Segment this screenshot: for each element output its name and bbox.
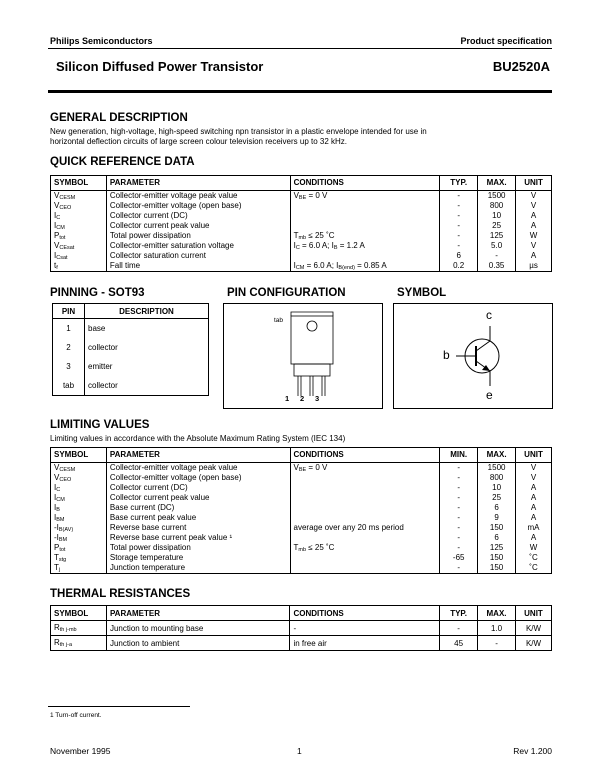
cell-param: Total power dissipation	[109, 231, 191, 240]
cell-sym: $V_{CESM}$	[54, 191, 76, 201]
qrd-typ	[440, 191, 478, 272]
cell-min: -	[457, 493, 461, 502]
general-description-heading: GENERAL DESCRIPTION	[50, 112, 188, 124]
pinning-table	[52, 303, 209, 396]
cell-typ: 6	[456, 251, 461, 260]
cell-min: -	[457, 473, 461, 482]
cell-max: 25	[492, 493, 502, 502]
cell-param: Collector-emitter voltage (open base)	[109, 201, 242, 210]
cell-max: 125	[489, 543, 504, 552]
thermal-row: $R_{th j-a}$ Junction to ambient in free air 45 - K/W	[51, 636, 552, 651]
col-parameter: PARAMETER	[106, 448, 290, 463]
cell-unit: V	[530, 473, 537, 482]
limiting-values-table	[50, 447, 552, 574]
pin-col-header: PIN	[53, 304, 85, 319]
cell-max: 6	[494, 503, 499, 512]
cell-typ: -	[457, 241, 461, 250]
col-conditions: CONDITIONS	[290, 448, 440, 463]
cell-unit: A	[530, 533, 537, 542]
cell-param: Junction temperature	[109, 563, 186, 572]
cell-sym: $T_{stg}$	[54, 553, 67, 563]
document-type: Product specification	[460, 36, 552, 46]
cell-typ: -	[457, 211, 461, 220]
footer-date: November 1995	[50, 746, 111, 756]
pin-row: 3 emitter	[53, 357, 209, 376]
col-unit: UNIT	[516, 448, 552, 463]
document-title: Silicon Diffused Power Transistor	[56, 59, 264, 74]
cell-param: Collector-emitter voltage (open base)	[109, 473, 242, 482]
col-symbol: SYMBOL	[51, 176, 107, 191]
col-unit: UNIT	[516, 176, 552, 191]
pin-row: 1 base	[53, 319, 209, 339]
limiting-values-heading: LIMITING VALUES	[50, 419, 150, 431]
cell-sym: $-I_{BM}$	[54, 533, 68, 543]
cell-unit: A	[530, 513, 537, 522]
cell-sym: $V_{CEsat}$	[54, 241, 75, 251]
cell-unit: A	[530, 221, 537, 230]
symbol-box	[393, 303, 553, 409]
pinning-heading: PINNING - SOT93	[50, 287, 145, 299]
col-typ: TYP.	[440, 176, 478, 191]
cell-cond	[294, 211, 437, 221]
cell-cond	[294, 503, 437, 513]
col-parameter: PARAMETER	[106, 606, 290, 621]
cell-param: Collector current (DC)	[109, 483, 188, 492]
cell-param: Fall time	[109, 261, 141, 270]
cell-unit: µs	[529, 261, 538, 270]
cell-cond	[294, 473, 437, 483]
header-rule	[48, 48, 552, 49]
qrd-max	[478, 191, 516, 272]
col-max: MAX.	[478, 176, 516, 191]
limiting-min	[440, 463, 478, 574]
pin-configuration-box	[223, 303, 383, 409]
pin-number-3: 3	[315, 394, 320, 403]
cell-cond	[294, 483, 437, 493]
limiting-unit	[516, 463, 552, 574]
limiting-values-subtitle: Limiting values in accordance with the Absolute Maximum Rating System (IEC 134)	[50, 434, 346, 443]
cell-unit: A	[530, 211, 537, 220]
cell-sym: $t_f$	[54, 261, 58, 271]
cell-typ: -	[457, 231, 461, 240]
cell-max: 1500	[487, 463, 506, 472]
limiting-parameters	[106, 463, 290, 574]
cell-param: Collector-emitter voltage peak value	[109, 191, 238, 200]
cell-max: 150	[489, 563, 504, 572]
base-label: b	[443, 348, 450, 362]
cell-param: Base current peak value	[109, 513, 197, 522]
cell-cond	[294, 553, 437, 563]
description-col-header: DESCRIPTION	[85, 304, 209, 319]
cell-max: 25	[492, 221, 502, 230]
thermal-resistances-heading: THERMAL RESISTANCES	[50, 588, 191, 600]
quick-reference-heading: QUICK REFERENCE DATA	[50, 156, 195, 168]
qrd-parameters	[106, 191, 290, 272]
cell-min: -	[457, 543, 461, 552]
cell-cond	[294, 493, 437, 503]
cell-cond	[294, 251, 437, 261]
pin-row: tab collector	[53, 376, 209, 396]
cell-max: 150	[489, 523, 504, 532]
cell-max: 150	[489, 553, 504, 562]
col-unit: UNIT	[516, 606, 552, 621]
cell-typ: -	[457, 201, 461, 210]
cell-unit: A	[530, 503, 537, 512]
cell-sym: $P_{tot}$	[54, 543, 66, 553]
company-name: Philips Semiconductors	[50, 36, 153, 46]
cell-unit: ˚C	[529, 563, 538, 572]
pin-number-1: 1	[285, 394, 290, 403]
cell-param: Storage temperature	[109, 553, 184, 562]
cell-cond: $T_{mb} \le 25$ ˚C	[293, 231, 335, 241]
cell-unit: V	[530, 191, 537, 200]
cell-cond	[294, 221, 437, 231]
part-number: BU2520A	[492, 59, 550, 74]
tab-label: tab	[274, 317, 284, 324]
sot93-package-drawing	[224, 304, 382, 408]
cell-min: -	[457, 563, 461, 572]
cell-min: -	[457, 513, 461, 522]
footnote: 1 Turn-off current.	[50, 712, 102, 719]
cell-param: Total power dissipation	[109, 543, 191, 552]
cell-sym: $I_{CM}$	[54, 493, 65, 503]
cell-max: 9	[494, 513, 499, 522]
cell-sym: $P_{tot}$	[54, 231, 66, 241]
cell-cond: $V_{BE} = 0$ V	[293, 463, 328, 473]
col-max: MAX.	[478, 448, 516, 463]
cell-max: 0.35	[488, 261, 505, 270]
cell-max: 10	[492, 483, 502, 492]
thermal-resistances-table	[50, 605, 552, 651]
npn-transistor-symbol	[394, 304, 552, 408]
col-max: MAX.	[478, 606, 516, 621]
cell-cond	[294, 513, 437, 523]
qrd-symbols	[51, 191, 107, 272]
cell-min: -	[457, 503, 461, 512]
cell-sym: $V_{CEO}$	[54, 473, 72, 483]
cell-max: 6	[494, 533, 499, 542]
cell-param: Collector current peak value	[109, 221, 210, 230]
cell-min: -	[457, 483, 461, 492]
quick-reference-table	[50, 175, 552, 272]
cell-sym: $I_C$	[54, 211, 61, 221]
cell-unit: A	[530, 251, 537, 260]
cell-cond	[294, 563, 437, 573]
cell-cond: $I_{CM} = 6.0$ A; $I_{B(end)} = 0.85$ A	[293, 261, 387, 271]
cell-sym: $I_{CM}$	[54, 221, 65, 231]
col-symbol: SYMBOL	[51, 606, 107, 621]
cell-sym: $T_j$	[54, 563, 61, 573]
col-min: MIN.	[440, 448, 478, 463]
cell-param: Collector-emitter saturation voltage	[109, 241, 234, 250]
cell-sym: $I_{Csat}$	[54, 251, 68, 261]
cell-sym: $I_C$	[54, 483, 61, 493]
cell-max: 800	[489, 201, 504, 210]
cell-param: Collector-emitter voltage peak value	[109, 463, 238, 472]
cell-typ: -	[457, 191, 461, 200]
cell-cond: average over any 20 ms period	[293, 523, 404, 532]
cell-max: 5.0	[491, 241, 503, 250]
collector-label: c	[486, 308, 492, 322]
cell-param: Base current (DC)	[109, 503, 175, 512]
cell-typ: -	[457, 221, 461, 230]
cell-sym: $I_{BM}$	[54, 513, 65, 523]
col-conditions: CONDITIONS	[290, 176, 440, 191]
cell-unit: V	[530, 241, 537, 250]
cell-sym: $V_{CEO}$	[54, 201, 72, 211]
cell-min: -	[457, 523, 461, 532]
cell-unit: A	[530, 483, 537, 492]
symbol-heading: SYMBOL	[397, 287, 447, 299]
cell-unit: mA	[527, 523, 540, 532]
cell-unit: A	[530, 493, 537, 502]
general-description-text: New generation, high-voltage, high-speed switching npn transistor in a plastic envelope intended for use in horizontal deflection circuits of large screen colour television receivers up to 32 kHz.	[50, 127, 427, 146]
footer-revision: Rev 1.200	[513, 746, 552, 756]
cell-sym: $V_{CESM}$	[54, 463, 76, 473]
pin-row: 2 collector	[53, 338, 209, 357]
col-parameter: PARAMETER	[106, 176, 290, 191]
cell-cond	[294, 533, 437, 543]
cell-max: 125	[489, 231, 504, 240]
cell-unit: V	[530, 201, 537, 210]
cell-param: Collector current peak value	[109, 493, 210, 502]
cell-unit: V	[530, 463, 537, 472]
col-conditions: CONDITIONS	[290, 606, 440, 621]
cell-max: 1500	[487, 191, 506, 200]
qrd-unit	[516, 191, 552, 272]
cell-min: -	[457, 533, 461, 542]
footnote-rule	[48, 706, 190, 707]
cell-cond	[294, 201, 437, 211]
cell-param: Reverse base current	[109, 523, 187, 532]
cell-param: Collector saturation current	[109, 251, 206, 260]
qrd-conditions	[290, 191, 440, 272]
cell-max: 10	[492, 211, 502, 220]
cell-cond: $T_{mb} \le 25$ ˚C	[293, 543, 335, 553]
footer-page-number: 1	[297, 746, 302, 756]
pin-number-2: 2	[300, 394, 305, 403]
cell-param: Reverse base current peak value ¹	[109, 533, 233, 542]
col-symbol: SYMBOL	[51, 448, 107, 463]
cell-max: 800	[489, 473, 504, 482]
cell-max: -	[495, 251, 498, 260]
cell-param: Collector current (DC)	[109, 211, 188, 220]
pin-configuration-heading: PIN CONFIGURATION	[227, 287, 346, 299]
limiting-conditions	[290, 463, 440, 574]
cell-unit: ˚C	[529, 553, 538, 562]
cell-cond: $V_{BE} = 0$ V	[293, 191, 328, 201]
cell-sym: $I_B$	[54, 503, 60, 513]
cell-min: -	[457, 463, 461, 472]
limiting-max	[478, 463, 516, 574]
cell-min: -65	[452, 553, 465, 562]
cell-cond: $I_C = 6.0$ A; $I_B = 1.2$ A	[293, 241, 365, 251]
limiting-symbols	[51, 463, 107, 574]
thermal-row: $R_{th j-mb}$ Junction to mounting base - - 1.0 K/W	[51, 621, 552, 636]
cell-unit: W	[529, 231, 538, 240]
emitter-label: e	[486, 388, 493, 402]
cell-unit: W	[529, 543, 538, 552]
col-typ: TYP.	[440, 606, 478, 621]
cell-sym: $-I_{B(AV)}$	[54, 523, 74, 533]
cell-typ: 0.2	[453, 261, 465, 270]
title-rule	[48, 90, 552, 93]
